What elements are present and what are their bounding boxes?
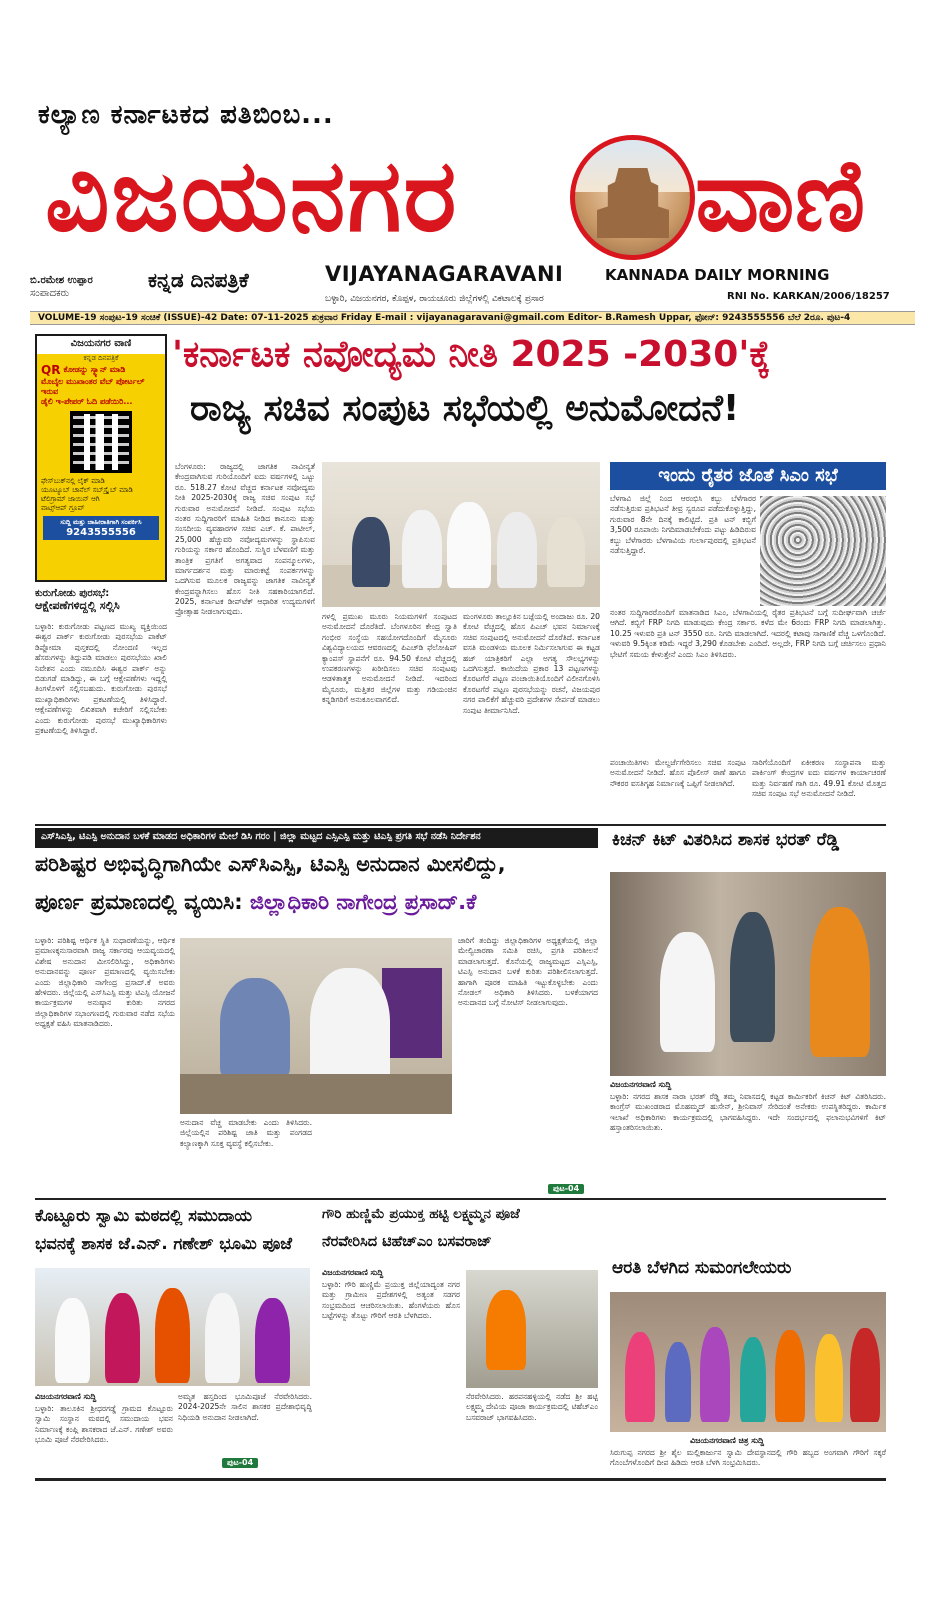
farmers-col-a: ಪಂಚಾಯಿತಿಗಳು ಮೇಲ್ದರ್ಜೆಗೇರಿಸಲು ಸಚಿವ ಸಂಪುಟ ಅನುಮೋದನೆ ನೀಡಿದೆ. ಹೊಸ ಪೊಲೀಸ್ ಠಾಣೆ ಹಾಗೂ ನೌಕರರ ವಸತಿಗೃಹ ನಿರ್ಮಾಣಕ್ಕೆ ಒಪ್ಪಿಗೆ ನೀಡಲಾಗಿದೆ. [610, 758, 746, 788]
ad-phone-number: 9243555556 [66, 527, 136, 539]
ad-line-3: ಡೈಲಿ ಇ-ಪೇಪರ್ ಓದಿ ಪಡೆಯಿರಿ... [41, 397, 133, 406]
farmers-body-2: ನಂತರ ಸುದ್ದಿಗಾರರೊಂದಿಗೆ ಮಾತನಾಡಿದ ಸಿಎಂ, ಬೆಳಗಾವಿಯಲ್ಲಿ ರೈತರ ಪ್ರತಿಭಟನೆ ಬಗ್ಗೆ ಸುದೀರ್ಘವಾಗಿ ಚರ್ಚೆ ಆಗಿದೆ. ಕಬ್ಬಿಗೆ FRP ನಿಗದಿ ಮಾಡುವುದು ಕೇಂದ್ರ ಸರ್ಕಾರ. ಕಳೆದ ಮೇ 6ರಂದು FRP ನಿಗದಿ ಮಾಡಲಾಗಿತ್ತು. 10.25 ಇಳುವರಿ ಪ್ರತಿ ಟನ್ 3550 ರೂ. ನಿಗದಿ ಮಾಡಲಾಗಿದೆ. ಇದರಲ್ಲಿ ಕಟಾವು ಸಾಗಾಣಿಕೆ ವೆಚ್ಚ ಒಳಗೊಂಡಿದೆ. ಇಳುವರಿ 9.5ಕ್ಕಿಂತ ಕಡಿಮೆ ಇದ್ದರೆ 3,290 ಕೊಡಬೇಕು ಎಂದಿದೆ. ಅಲ್ಲದೇ, FRP ನಿಗದಿ ಬಗ್ಗೆ ಚರ್ಚಿಸಲು ಪ್ರಧಾನಿ ಭೇಟಿಗೆ ಸಮಯ ಕೇಳುತ್ತೇನೆ ಎಂದು ಸಿಎಂ ತಿಳಿಸಿದರು. [610, 608, 886, 659]
aarathi-caption: ಸಿರುಗುಪ್ಪ ನಗರದ ಶ್ರೀ ಶೈಲ ಮಲ್ಲಿಕಾರ್ಜುನ ಸ್ವಾಮಿ ದೇವಸ್ಥಾನದಲ್ಲಿ ಗೌರಿ ಹಬ್ಬದ ಅಂಗವಾಗಿ ಗೌರಿಗೆ ಸಕ್ಕರೆ ಗೊಂಬೆಗಳೊಂದಿಗೆ ದೀಪ ಹಿಡಿದು ಆರತಿ ಬೆಳಗಿ ಸಂಭ್ರಮಿಸಿದರು. [610, 1448, 886, 1468]
lead-headline-2: ರಾಜ್ಯ ಸಚಿವ ಸಂಪುಟ ಸಭೆಯಲ್ಲಿ ಅನುಮೋದನೆ! [190, 388, 740, 429]
gowri-dateline: ವಿಜಯನಗರವಾಣಿ ಸುದ್ದಿ [322, 1268, 384, 1277]
lead-col-3: ಮಂಗಳೂರು ತಾಲ್ಲೂಕಿನ ಬಜ್ಪೆಯಲ್ಲಿ ಅಂದಾಜು ರೂ. 20 ಕೋಟಿ ವೆಚ್ಚದಲ್ಲಿ ಹೊಸ ಪಿಎಚ್ ಭವನ ನಿರ್ಮಾಣಕ್ಕೆ ಸಚಿವ ಸಂಪುಟದಲ್ಲಿ ಅನುಮೋದನೆ ದೊರೆತಿದೆ. ಕರ್ನಾಟಕ ವಸತಿ ಮಂಡಳಿಯ ಮೂಲಕ ನಿರ್ಮಿಸಲಾಗುವ ಈ ಕಟ್ಟಡ ಹಜ್ ಯಾತ್ರಿಕರಿಗೆ ಎಲ್ಲಾ ಅಗತ್ಯ ಸೌಲಭ್ಯಗಳನ್ನು ಒದಗಿಸುತ್ತದೆ. ಕಾಯಿದೆಯ ಪ್ರಕಾರ 13 ಪಟ್ಟಣಗಳನ್ನು ಕೊರಟಗೆರೆ ಪಟ್ಟಣ ಪಂಚಾಯಿತಿಯೊಂದಿಗೆ ವಿಲೀನಗೊಳಿಸಿ ಕೊರಟಗೆರೆ ಪಟ್ಟಣ ಪುರಸಭೆಯನ್ನು ರಚನೆ, ವಿಜಯಪುರ ನಗರ ಪಾಲಿಕೆಗೆ ಹೆಚ್ಚುವರಿ ಪ್ರದೇಶಗಳ ಸೇರ್ಪಡೆ ಮಾಡಲು ಸಂಪುಟ ತೀರ್ಮಾನಿಸಿದೆ. [463, 612, 600, 715]
cabinet-press-photo [322, 462, 600, 607]
gowri-body-2: ನೆರವೇರಿಸಿದರು. ಹರಪನಹಳ್ಳಿಯಲ್ಲಿ ನಡೆದ ಶ್ರೀ ಹಟ್ಟಿ ಲಕ್ಷ್ಮಮ್ಮ ದೇವಿಯ ಪೂಜಾ ಕಾರ್ಯಕ್ರಮದಲ್ಲಿ ಟಿಹೆಚ್‌ಎಂ ಬಸವರಾಜ್ ಭಾಗವಹಿಸಿದರು. [466, 1392, 598, 1422]
kottur-body: ಬಳ್ಳಾರಿ: ತಾಲೂಕಿನ ಶ್ರೀಧರಗಡ್ಡೆ ಗ್ರಾಮದ ಕೊಟ್ಟೂರು ಸ್ವಾಮಿ ಸಂಸ್ಥಾನ ಮಠದಲ್ಲಿ ಸಮುದಾಯ ಭವನ ನಿರ್ಮಾಣಕ್ಕೆ ಕಂಪ್ಲಿ ಶಾಸಕರಾದ ಜೆ.ಎನ್. ಗಣೇಶ್ ಅವರು ಭೂಮಿ ಪೂಜೆ ನೆರವೇರಿಸಿದರು. [35, 1404, 173, 1445]
section-divider-2 [35, 1198, 886, 1200]
gowri-puja-photo [466, 1270, 598, 1388]
lead-headline-1: 'ಕರ್ನಾಟಕ ನವೋದ್ಯಮ ನೀತಿ 2025 -2030'ಕ್ಕೆ [172, 334, 771, 375]
ad-social-4: ವಾಟ್ಸ್‌ಆಪ್ ಗ್ರೂಪ್ [41, 504, 85, 513]
scst-headline-2a: ಪೂರ್ಣ ಪ್ರಮಾಣದಲ್ಲಿ ವ್ಯಯಿಸಿ: [35, 890, 243, 914]
ad-contact-label: ಸುದ್ದಿ ಮತ್ತು ಜಾಹೀರಾತಿಗಾಗಿ ಸಂಪರ್ಕಿಸಿ [60, 518, 142, 527]
editor-name: ಬಿ.ರಮೇಶ ಉಪ್ಪಾರ [30, 275, 93, 286]
scst-headline-2 [35, 890, 476, 915]
qr-advertisement [35, 334, 167, 582]
kurugodu-headline [35, 588, 167, 613]
masthead-title-right: ವಾಣಿ [695, 136, 866, 254]
qr-code[interactable] [70, 411, 132, 473]
lead-col-1: ಬೆಂಗಳೂರು: ರಾಜ್ಯದಲ್ಲಿ ಜಾಗತಿಕ ನಾವೀನ್ಯತೆ ಕೇಂದ್ರವಾಗಿಸುವ ಗುರಿಯೊಂದಿಗೆ ಐದು ವರ್ಷಗಳಲ್ಲಿ ಒಟ್ಟು ರೂ. 518.27 ಕೋಟಿ ವೆಚ್ಚದ ಕರ್ನಾಟಕ ನವೋದ್ಯಮ ನೀತಿ 2025-2030ಕ್ಕೆ ರಾಜ್ಯ ಸಚಿವ ಸಂಪುಟ ಸಭೆ ಗುರುವಾರ ಅನುಮೋದನೆ ನೀಡಿದೆ. ಸಂಪುಟ ಸಭೆಯ ನಂತರ ಸುದ್ದಿಗಾರರಿಗೆ ಮಾಹಿತಿ ನೀಡಿದ ಕಾನೂನು ಮತ್ತು ಸಂಸದೀಯ ವ್ಯವಹಾರಗಳ ಸಚಿವ ಎಚ್. ಕೆ. ಪಾಟೀಲ್, 25,000 ಹೆಚ್ಚುವರಿ ನವೋದ್ಯಮಗಳನ್ನು ಸ್ಥಾಪಿಸುವ ಗುರಿಯನ್ನು ಸರ್ಕಾರ ಹೊಂದಿದೆ. ಸುಸ್ಥಿರ ಬೆಳವಣಿಗೆ ಮತ್ತು ತಾಂತ್ರಿಕ ಪ್ರಗತಿಗೆ ಅಗತ್ಯವಾದ ಸಂಪನ್ಮೂಲಗಳು, ಮಾರ್ಗದರ್ಶನ ಮತ್ತು ಮಾರುಕಟ್ಟೆ ಸಂಪರ್ಕಗಳನ್ನು ಒದಗಿಸುವ ಮೂಲಕ ರಾಜ್ಯವನ್ನು ಜಾಗತಿಕ ನಾವೀನ್ಯತೆ ಕೇಂದ್ರವನ್ನಾಗಿಸಲು ಹೊಸ ನೀತಿ ಸಹಕಾರಿಯಾಗಲಿದೆ. 2025, ಕರ್ನಾಟಕ ಡೀಪ್‌ಟೆಕ್ ಆಧಾರಿತ ಉದ್ಯಮಗಳಿಗೆ ಪ್ರೋತ್ಸಾಹ ನೀಡಲಾಗುವುದು. [175, 462, 315, 617]
aarathi-headline: ಆರತಿ ಬೆಳಗಿದ ಸುಮಂಗಲೇಯರು [612, 1258, 792, 1278]
scst-continued[interactable]: ಪುಟ-04 [548, 1184, 584, 1194]
ad-title: ವಿಜಯನಗರ ವಾಣಿ [37, 336, 165, 354]
gowri-headline-2: ನೆರವೇರಿಸಿದ ಟಿಹೆಚ್‌ಎಂ ಬಸವರಾಜ್ [322, 1234, 492, 1250]
kitchen-dateline: ವಿಜಯನಗರವಾಣಿ ಸುದ್ದಿ [610, 1080, 672, 1089]
kottur-continued[interactable]: ಪುಟ-04 [222, 1458, 258, 1468]
lead-col-2: ಗಳಲ್ಲಿ ಪ್ರಮುಖ ಮೂರು ನಿಯಮಗಳಿಗೆ ಸಂಪುಟದ ಅನುಮೋದನೆ ದೊರೆತಿದೆ. ಬೆಂಗಳೂರಿನ ಕೇಂದ್ರ ಸ್ವಾತಿ ಗಂಭೀರ ಸಂಸ್ಥೆಯ ಸಹಯೋಗದೊಂದಿಗೆ ಮೈಸೂರು ವಿಶ್ವವಿದ್ಯಾಲಯದ ಆವರಣದಲ್ಲಿ ಪಿಎಚ್‌ಡಿ ಫೆಲೋಷಿಪ್ ಕ್ಯಾಂಪಸ್ ಸ್ಥಾಪನೆಗೆ ರೂ. 94.50 ಕೋಟಿ ವೆಚ್ಚದಲ್ಲಿ ಉಪಕರಣಗಳನ್ನು ಖರೀದಿಸಲು ಸಚಿವ ಸಂಪುಟವು ಆಡಳಿತಾತ್ಮಕ ಅನುಮೋದನೆ ನೀಡಿದೆ. ಇದರಿಂದ ಮೈಸೂರು, ಮತ್ತಿತರ ಜಿಲ್ಲೆಗಳ ಮತ್ತು ಗಡಿಯಂಚಿನ ಕನ್ನಡಿಗರಿಗೆ ಅನುಕೂಲವಾಗಲಿದೆ. [322, 612, 457, 705]
circulation-line: ಬಳ್ಳಾರಿ, ವಿಜಯನಗರ, ಕೊಪ್ಪಳ, ರಾಯಚೂರು ಜಿಲ್ಲೆಗಳಲ್ಲಿ ವಿಕಟಾಲಕ್ಕೆ ಪ್ರಸಾರ [325, 294, 544, 304]
farmers-headline: ಇಂದು ರೈತರ ಜೊತೆ ಸಿಎಂ ಸಭೆ [610, 462, 886, 490]
scst-col-2: ಜಾರಿಗೆ ತಂದಿದ್ದು ಜಿಲ್ಲಾಧಿಕಾರಿಗಳ ಅಧ್ಯಕ್ಷತೆಯಲ್ಲಿ ಜಿಲ್ಲಾ ಮೇಲ್ವಿಚಾರಣಾ ಸಮಿತಿ ರಚಿಸಿ, ಪ್ರಗತಿ ಪರಿಶೀಲನೆ ಮಾಡಲಾಗುತ್ತದೆ. ಕೊನೆಯಲ್ಲಿ ರಾಜ್ಯಮಟ್ಟದ ಎಸ್ಸಿಎಸ್ಪಿ, ಟಿಎಸ್ಪಿ ಅನುದಾನ ಬಳಕೆ ಕುರಿತು ಪರಿಶೀಲಿಸಲಾಗುತ್ತದೆ. ಹಾಗಾಗಿ ಪೂರಕ ಮಾಹಿತಿ ಇಟ್ಟುಕೊಳ್ಳಬೇಕು ಎಂದು ನೋಡಲ್ ಅಧಿಕಾರಿ ತಿಳಿಸಿದರು. ಬಳಕೆಯಾಗದ ಅನುದಾನದ ಬಗ್ಗೆ ನೋಟಿಸ್ ನೀಡಲಾಗುವುದು. [458, 936, 598, 1008]
dc-meeting-photo [180, 938, 452, 1114]
gowri-headline-1: ಗೌರಿ ಹುಣ್ಣಿಮೆ ಪ್ರಯುಕ್ತ ಹಟ್ಟಿ ಲಕ್ಷ್ಮಮ್ಮನ ಪೂಜೆ [322, 1206, 520, 1222]
gowri-body: ಬಳ್ಳಾರಿ: ಗೌರಿ ಹುಣ್ಣಿಮೆ ಪ್ರಯುಕ್ತ ಜಿಲ್ಲೆಯಾದ್ಯಂತ ನಗರ ಮತ್ತು ಗ್ರಾಮೀಣ ಪ್ರದೇಶಗಳಲ್ಲಿ ಅತ್ಯಂತ ಸಡಗರ ಸಂಭ್ರಮದಿಂದ ಆಚರಿಸಲಾಯಿತು. ಹೆಂಗಳೆಯರು ಹೊಸ ಬಟ್ಟೆಗಳನ್ನು ತೊಟ್ಟು ಗೌರಿಗೆ ಆರತಿ ಬೆಳಗಿದರು. [322, 1280, 460, 1321]
scst-caption-col: ಅನುದಾನ ವೆಚ್ಚ ಮಾಡಬೇಕು ಎಂದು ತಿಳಿಸಿದರು. ಜಿಲ್ಲೆಯಲ್ಲಿನ ಪರಿಶಿಷ್ಟ ಜಾತಿ ಮತ್ತು ಪಂಗಡದ ಕಲ್ಯಾಣಕ್ಕಾಗಿ ಸೂಕ್ತ ವ್ಯವಸ್ಥೆ ಕಲ್ಪಿಸಬೇಕು. [180, 1118, 312, 1148]
masthead-title: ವಿಜಯನಗರ [45, 136, 459, 254]
english-masthead: VIJAYANAGARAVANI [325, 262, 564, 286]
farmers-col-b: ಸಾರಿಗೆಯೊಂದಿಗೆ ಏಕೀಕರಣ ಸಂಸ್ಥಾಪನಾ ಮತ್ತು ಪಾರ್ಕಿಂಗ್ ಕೇಂದ್ರಗಳ ಐದು ವರ್ಷಗಳ ಕಾರ್ಯಾಚರಣೆ ಮತ್ತು ನಿರ್ವಹಣೆ ಗಾಗಿ ರೂ. 49.91 ಕೋಟಿ ಮೊತ್ತದ ಸಚಿವ ಸಂಪುಟ ಸಭೆ ಅನುಮೋದನೆ ನೀಡಿದೆ. [752, 758, 886, 799]
stone-chariot-emblem [570, 135, 695, 260]
masthead-tagline: ಕಲ್ಯಾಣ ಕರ್ನಾಟಕದ ಪತಿಬಿಂಬ... [38, 100, 334, 130]
kurugodu-body: ಬಳ್ಳಾರಿ: ಕುರುಗೋಡು ಪಟ್ಟಣದ ಮುಖ್ಯ ವ್ಯಕ್ತಿಯಿಂದ ಈಶ್ವರ ಪಾರ್ಕ್ ಕುರುಗೋಡು ಪುರಸಭೆಯ ಪಾಕೆಟ್ ಡಿಪ್ಲೋಮಾ ಪುಸ್ತಕದಲ್ಲಿ ನೋಂದಣಿ ಇಲ್ಲದ ಹೆಸರುಗಳನ್ನು ತಿದ್ದುಪಡಿ ಮಾಡಲು ಪುರಸಭೆಯು ಖಾಲಿ ನಿವೇಶನ ಎಂದು ನಮೂದಿಸಿ ಈಶ್ವರ ಪಾರ್ಕ್ ಅನ್ನು ಬಿಡುಗಡೆ ಮಾಡಿದ್ದು, ಈ ಬಗ್ಗೆ ಆಕ್ಷೇಪಣೆಗಳು ಇದ್ದಲ್ಲಿ ತಿಂಗಳೊಳಗೆ ಸಲ್ಲಿಸಬಹುದು. ಕುರುಗೋಡು ಪುರಸಭೆ ಮುಖ್ಯಾಧಿಕಾರಿಗಳು ಪ್ರಕಟಣೆಯಲ್ಲಿ ತಿಳಿಸಿದ್ದಾರೆ. ಆಕ್ಷೇಪಣೆಗಳನ್ನು ಲಿಖಿತವಾಗಿ ಕಚೇರಿಗೆ ಸಲ್ಲಿಸಬೇಕು ಎಂದು ಕುರುಗೋಡು ಪುರಸಭೆ ಮುಖ್ಯಾಧಿಕಾರಿಗಳು ಪ್ರಕಟಣೆಯಲ್ಲಿ ತಿಳಿಸಿದ್ದಾರೆ. [35, 622, 167, 735]
farmers-protest-photo [760, 496, 886, 606]
ad-qr-label: QR [41, 363, 61, 377]
ad-social-1: ಫೇಸ್‌ಬುಕ್‌ನಲ್ಲಿ ಲೈಕ್ ಮಾಡಿ [41, 477, 105, 485]
kottur-dateline: ವಿಜಯನಗರವಾಣಿ ಸುದ್ದಿ [35, 1392, 97, 1401]
farmers-body-1: ಬೆಳಗಾವಿ ಜಿಲ್ಲೆ ನಿಂದ ಆರಂಭಿಸಿ ಕಬ್ಬು ಬೆಳೆಗಾರರ ನಡೆಸುತ್ತಿರುವ ಪ್ರತಿಭಟನೆ ತೀವ್ರ ಸ್ವರೂಪ ಪಡೆದುಕೊಳ್ಳುತ್ತಿದ್ದು, ಗುರುವಾರ 8ನೇ ದಿನಕ್ಕೆ ಕಾಲಿಟ್ಟಿದೆ. ಪ್ರತಿ ಟನ್ ಕಬ್ಬಿಗೆ 3,500 ರೂಪಾಯಿ ನಿಗದಿಮಾಡಬೇಕೆಂದು ಪಟ್ಟು ಹಿಡಿದಿರುವ ಕಬ್ಬು ಬೆಳೆಗಾರರು ಬೆಳಗಾವಿಯ ಗುರ್ಲಾಪುರದಲ್ಲಿ ಪ್ರತಿಭಟನೆ ನಡೆಸುತ್ತಿದ್ದಾರೆ. [610, 494, 756, 555]
editor-role: ಸಂಪಾದಕರು [30, 288, 70, 299]
scst-headline-2b: ಜಿಲ್ಲಾಧಿಕಾರಿ ನಾಗೇಂದ್ರ ಪ್ರಸಾದ್.ಕೆ [249, 890, 477, 914]
ad-social-2: ಯೂಟ್ಯೂಬ್ ಚಾನೆಲ್ ಸಬ್‌ಸ್ಕ್ರೈಬ್ ಮಾಡಿ [41, 486, 133, 495]
ad-social-3: ಟೆಲಿಗ್ರಾಮ್ ಜಾಯಿನ್ ಆಗಿ [41, 495, 100, 504]
ad-line-1: ಕೋಡನ್ನು ಸ್ಕ್ಯಾನ್ ಮಾಡಿ [63, 365, 126, 374]
kurugodu-headline-1: ಕುರುಗೋಡು ಪುರಸಭೆ: [35, 588, 110, 599]
ad-line-2: ಮೊಬೈಲ ಮುಖಾಂತರ ವೆಬ್ ಪೋರ್ಟಲ್ ಇರುವ [41, 377, 145, 396]
kottur-headline-1: ಕೊಟ್ಟೂರು ಸ್ವಾಮಿ ಮಠದಲ್ಲಿ ಸಮುದಾಯ [35, 1206, 253, 1225]
kottur-headline-2: ಭವನಕ್ಕೆ ಶಾಸಕ ಜೆ.ಎನ್. ಗಣೇಶ್ ಭೂಮಿ ಪೂಜೆ [35, 1234, 293, 1253]
kitchen-body: ಬಳ್ಳಾರಿ: ನಗರದ ಶಾಸಕ ನಾರಾ ಭರತ್ ರೆಡ್ಡಿ ತಮ್ಮ ನಿವಾಸದಲ್ಲಿ ಕಟ್ಟಡ ಕಾರ್ಮಿಕರಿಗೆ ಕಿಚನ್ ಕಿಟ್ ವಿತರಿಸಿದರು. ಕಾಂಗ್ರೆಸ್ ಮುಖಂಡರಾದ ಮೊಹಮ್ಮದ್ ಹುಸೇನ್, ಶ್ರೀನಿವಾಸ್ ಸೇರಿದಂತೆ ಅನೇಕರು ಉಪಸ್ಥಿತರಿದ್ದರು. ಕಾರ್ಮಿಕ ಇಲಾಖೆ ಅಧಿಕಾರಿಗಳು ಕಾರ್ಯಕ್ರಮದಲ್ಲಿ ಭಾಗವಹಿಸಿದ್ದರು. ಇದೇ ಸಂದರ್ಭದಲ್ಲಿ ಫಲಾನುಭವಿಗಳಿಗೆ ಕಿಟ್ ಹಸ್ತಾಂತರಿಸಲಾಯಿತು. [610, 1092, 886, 1133]
kottur-bhoomi-puja-photo [35, 1268, 310, 1386]
rni-number: RNI No. KARKAN/2006/18257 [727, 291, 890, 302]
kurugodu-headline-2: ಆಕ್ಷೇಪಣೆಗಳಿದ್ದಲ್ಲಿ ಸಲ್ಲಿಸಿ [35, 599, 120, 612]
issue-info-strip: VOLUME-19 ಸಂಪುಟ-19 ಸಂಚಿಕೆ (ISSUE)-42 Date: 07-11-2025 ಶುಕ್ರವಾರ Friday E-mail : vijayanagaravani@gmail.com Editor- B.Ramesh Uppar, ಫೋನ್: 9243555556 ಬೆಲೆ 2ರೂ. ಪುಟ-4 [30, 311, 915, 325]
aarathi-caption-title: ವಿಜಯನಗರವಾಣಿ ಚಿತ್ರ ಸುದ್ದಿ [690, 1436, 764, 1445]
scst-headline-1: ಪರಿಶಿಷ್ಟರ ಅಭಿವೃದ್ಧಿಗಾಗಿಯೇ ಎಸ್‌ಸಿಎಸ್ಪಿ, ಟಿಎಸ್ಪಿ ಅನುದಾನ ಮೀಸಲಿದ್ದು, [35, 852, 506, 876]
kitchen-headline: ಕಿಚನ್ ಕಿಟ್ ವಿತರಿಸಿದ ಶಾಸಕ ಭರತ್ ರೆಡ್ಡಿ [612, 830, 840, 850]
ad-contact [43, 516, 159, 540]
section-divider [35, 824, 886, 826]
scst-col-1: ಬಳ್ಳಾರಿ: ಪರಿಶಿಷ್ಟ ಆರ್ಥಿಕ ಸ್ಥಿತಿ ಸುಧಾರಣೆಯನ್ನು, ಆರ್ಥಿಕ ಪ್ರಮಾಣಕ್ಕನುಸಾರವಾಗಿ ರಾಜ್ಯ ಸರ್ಕಾರವು ಆಯವ್ಯಯದಲ್ಲಿ ವಿಶೇಷ ಅನುದಾನ ಮೀಸಲಿರಿಸಿದ್ದು, ಅಧಿಕಾರಿಗಳು ಅನುದಾನವನ್ನು ಪೂರ್ಣ ಪ್ರಮಾಣದಲ್ಲಿ ವ್ಯಯಿಸಬೇಕು ಎಂದು ಜಿಲ್ಲಾಧಿಕಾರಿ ನಾಗೇಂದ್ರ ಪ್ರಸಾದ್.ಕೆ ಅವರು ಹೇಳಿದರು. ಜಿಲ್ಲೆಯಲ್ಲಿ ಎಸ್‌ಸಿಎಸ್ಪಿ ಮತ್ತು ಟಿಎಸ್ಪಿ ಯೋಜನೆ ಕಾರ್ಯಕ್ರಮಗಳ ಅನುಷ್ಠಾನ ಕುರಿತು ನಗರದ ಜಿಲ್ಲಾಧಿಕಾರಿಗಳ ಸಭಾಂಗಣದಲ್ಲಿ ಗುರುವಾರ ನಡೆದ ಸಭೆಯ ಅಧ್ಯಕ್ಷತೆ ವಹಿಸಿ ಮಾತನಾಡಿದರು. [35, 936, 175, 1029]
ad-subtitle: ಕನ್ನಡ ದಿನಪತ್ರಿಕೆ [83, 354, 119, 362]
kitchen-kit-photo [610, 872, 886, 1076]
aarathi-photo [610, 1292, 886, 1432]
page-bottom-rule [35, 1478, 886, 1481]
kottur-body-2: ಅಮೃತ ಹಸ್ತದಿಂದ ಭೂಮಿಪೂಜೆ ನೆರವೇರಿಸಿದರು. 2024-2025ನೇ ಸಾಲಿನ ಶಾಸಕರ ಪ್ರದೇಶಾಭಿವೃದ್ಧಿ ನಿಧಿಯಡಿ ಅನುದಾನ ನೀಡಲಾಗಿದೆ. [178, 1392, 312, 1422]
kannada-daily-label: ಕನ್ನಡ ದಿನಪತ್ರಿಕೆ [148, 268, 249, 292]
english-daily-label: KANNADA DAILY MORNING [605, 266, 830, 284]
scst-strap-strip: ಎಸ್‌ಸಿಎಸ್ಪಿ, ಟಿಎಸ್ಪಿ ಅನುದಾನ ಬಳಕೆ ಮಾಡದ ಅಧಿಕಾರಿಗಳ ಮೇಲೆ ಡಿಸಿ ಗರಂ | ಜಿಲ್ಲಾ ಮಟ್ಟದ ಎಸ್ಸಿಎಸ್ಪಿ ಮತ್ತು ಟಿಎಸ್ಪಿ ಪ್ರಗತಿ ಸಭೆ ನಡೆಸಿ ನಿರ್ದೇಶನ [35, 828, 598, 848]
editor-credit [30, 274, 93, 300]
